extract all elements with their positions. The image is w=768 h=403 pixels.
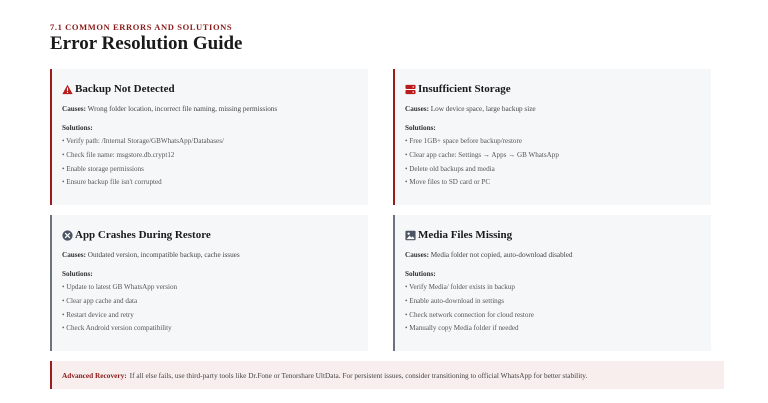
storage-drive-icon: [405, 84, 416, 95]
solution-item: • Verify path: /Internal Storage/GBWhatsApp/Databases/: [62, 138, 354, 145]
solutions-list: [62, 138, 354, 187]
solution-item: • Clear app cache and data: [62, 298, 354, 305]
causes-label: Causes:: [405, 251, 429, 259]
circle-x-icon: [62, 230, 73, 241]
causes-text: [405, 105, 697, 115]
causes-label: Causes:: [62, 251, 86, 259]
solution-item: • Delete old backups and media: [405, 166, 697, 173]
recovery-label: Advanced Recovery:: [62, 370, 127, 380]
card-title: Media Files Missing: [418, 229, 513, 241]
card-header: [405, 227, 697, 243]
causes-text: [405, 251, 697, 261]
solutions-heading: Solutions:: [62, 269, 93, 278]
causes-value: Media folder not copied, auto-download disabled: [430, 251, 573, 259]
solution-item: • Enable storage permissions: [62, 166, 354, 173]
solution-item: • Check file name: msgstore.db.crypt12: [62, 152, 354, 159]
error-card-insufficient-storage: [393, 69, 711, 205]
solution-item: • Move files to SD card or PC: [405, 179, 697, 186]
causes-value: Low device space, large backup size: [430, 105, 536, 113]
solutions-list: [405, 284, 697, 333]
card-header: [405, 81, 697, 97]
section-label: 7.1 COMMON ERRORS AND SOLUTIONS: [50, 22, 233, 32]
causes-value: Outdated version, incompatible backup, cache issues: [87, 251, 240, 259]
warning-triangle-icon: [62, 84, 73, 95]
card-header: [62, 81, 354, 97]
card-title: Insufficient Storage: [418, 83, 511, 95]
recovery-text: If all else fails, use third-party tools like Dr.Fone or Tenorshare UltData. For persistent issues, consider transitioning to official WhatsApp for better stability.: [129, 370, 588, 380]
solutions-heading: Solutions:: [405, 269, 436, 278]
advanced-recovery-callout: [50, 361, 724, 389]
solution-item: • Free 1GB+ space before backup/restore: [405, 138, 697, 145]
solution-item: • Clear app cache: Settings → Apps → GB WhatsApp: [405, 152, 697, 159]
page-title: Error Resolution Guide: [50, 33, 243, 54]
causes-text: [62, 251, 354, 261]
solution-item: • Check Android version compatibility: [62, 325, 354, 332]
card-header: [62, 227, 354, 243]
causes-label: Causes:: [405, 105, 429, 113]
solution-item: • Check network connection for cloud restore: [405, 312, 697, 319]
solution-item: • Verify Media/ folder exists in backup: [405, 284, 697, 291]
error-card-app-crashes: [50, 215, 368, 351]
solution-item: • Manually copy Media folder if needed: [405, 325, 697, 332]
error-card-media-files-missing: [393, 215, 711, 351]
solutions-heading: Solutions:: [405, 123, 436, 132]
card-title: App Crashes During Restore: [75, 229, 211, 241]
solutions-list: [405, 138, 697, 187]
error-card-backup-not-detected: [50, 69, 368, 205]
solution-item: • Update to latest GB WhatsApp version: [62, 284, 354, 291]
image-icon: [405, 230, 416, 241]
causes-label: Causes:: [62, 105, 86, 113]
solutions-list: [62, 284, 354, 333]
solution-item: • Enable auto-download in settings: [405, 298, 697, 305]
causes-value: Wrong folder location, incorrect file naming, missing permissions: [87, 105, 278, 113]
solution-item: • Ensure backup file isn't corrupted: [62, 179, 354, 186]
solution-item: • Restart device and retry: [62, 312, 354, 319]
solutions-heading: Solutions:: [62, 123, 93, 132]
causes-text: [62, 105, 354, 115]
card-title: Backup Not Detected: [75, 83, 175, 95]
